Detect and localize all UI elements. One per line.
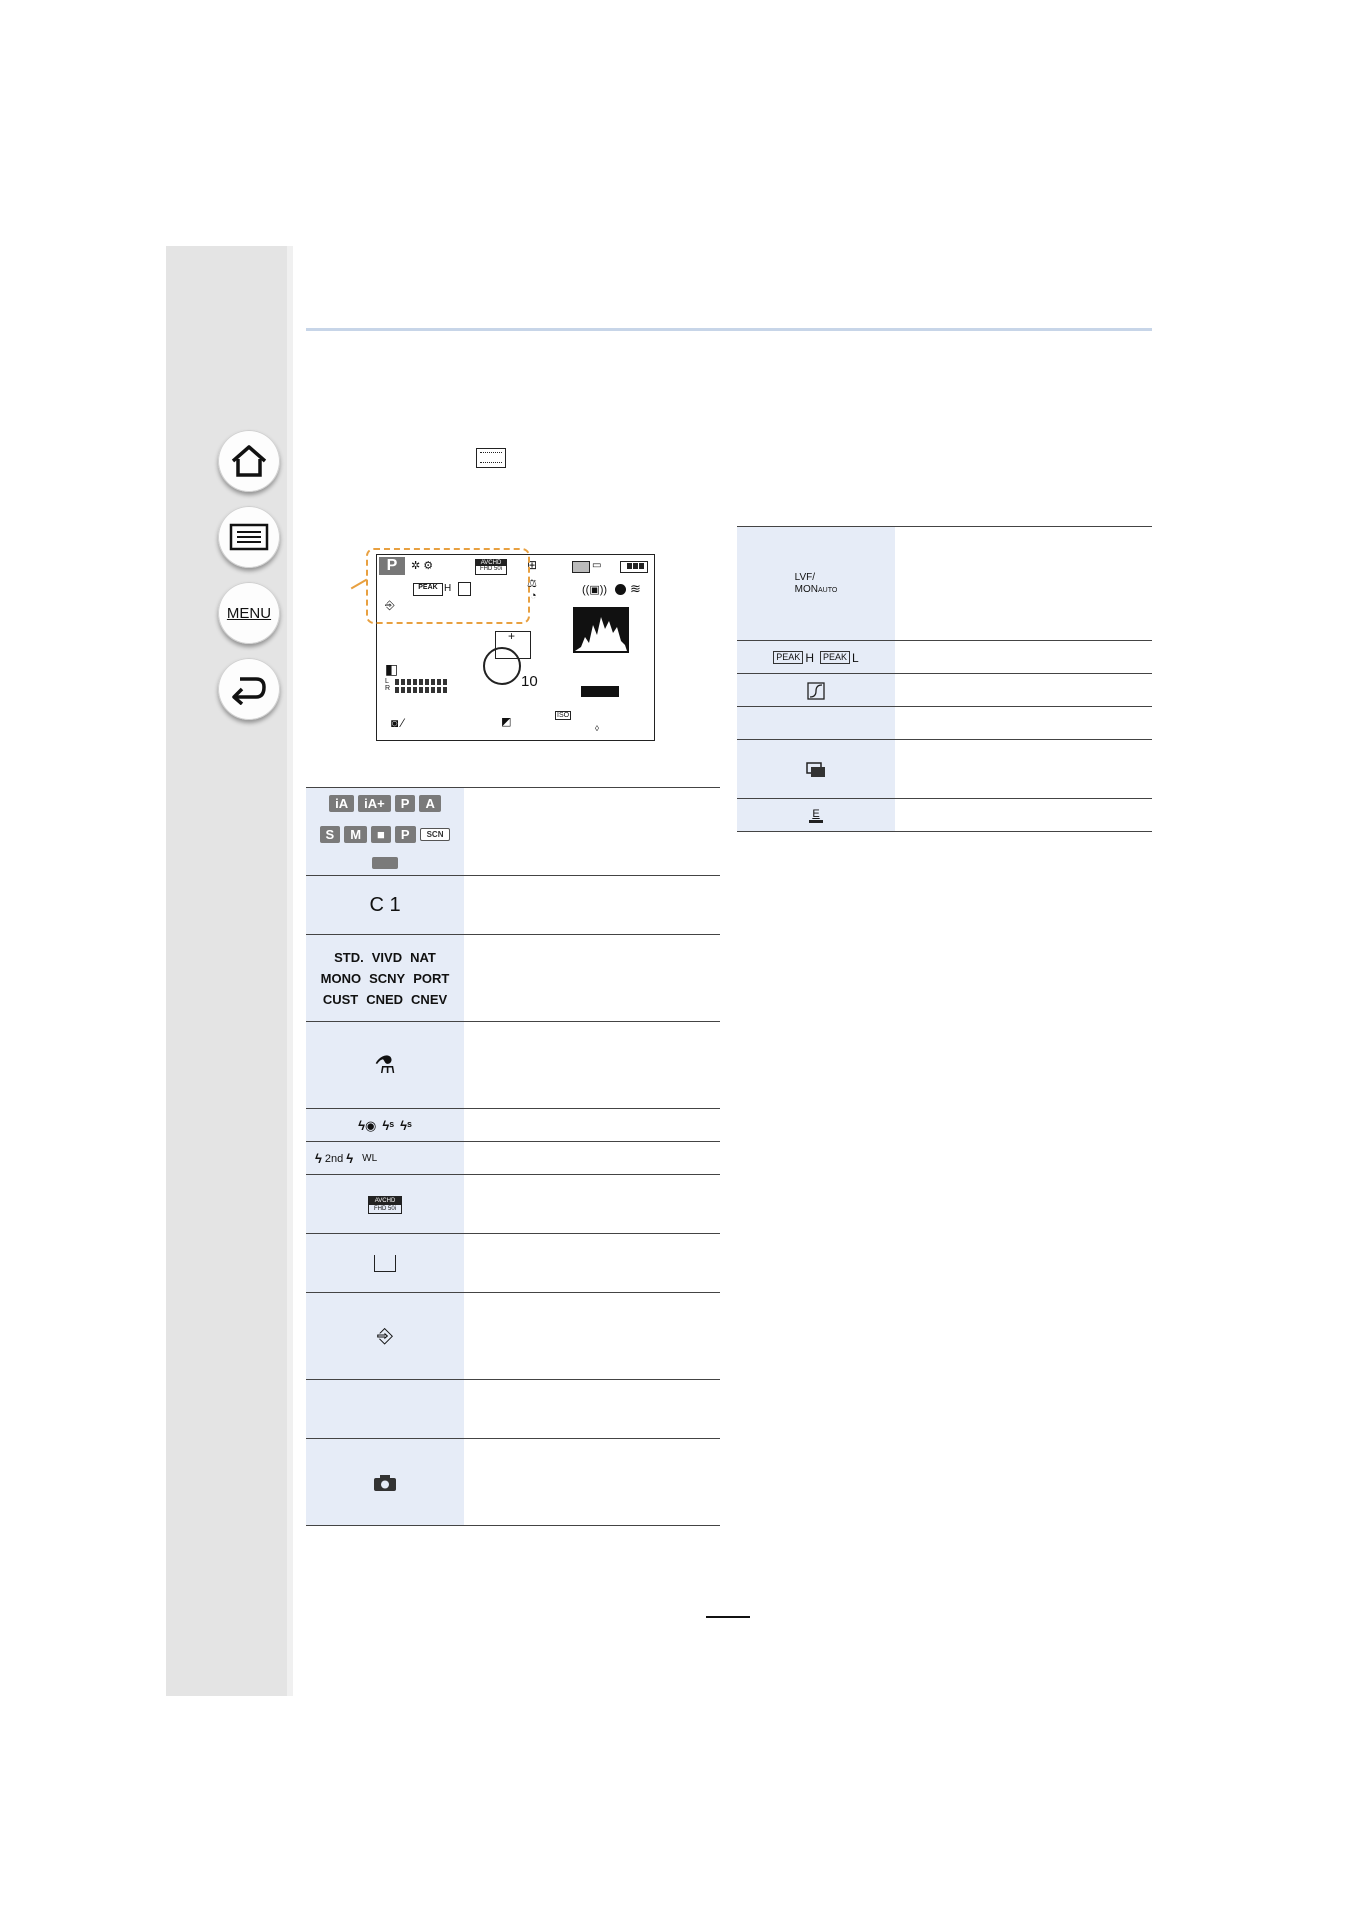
monitor-display-icon [476,448,506,468]
creative-control-icon: ⚗ [306,1022,464,1109]
avchd-badge-top: AVCHD [369,1197,401,1205]
table-row [306,1141,720,1175]
wifi-icon: ≋ [630,581,641,596]
level-icon: ⚖ [527,578,537,590]
custom-mode-icon [306,876,464,935]
record-icon [615,584,626,595]
table-row [306,875,720,935]
highlight-callout [366,548,530,624]
mode-a: A [419,795,440,812]
electronic-shutter-icon [737,799,895,832]
shake-icon: ((▣)) [582,584,608,596]
quality-icon: ⊞ [527,558,538,572]
peaking-icon: PEAK [413,583,443,596]
flash-wl-label: WL [362,1153,378,1164]
return-icon [230,673,268,705]
table-row [306,1174,720,1234]
photo-style-icons [306,935,464,1022]
table-row [737,739,1152,799]
contents-button[interactable] [218,506,280,568]
recording-format-icon [306,1175,464,1234]
eclipse-icon: ◔ [530,590,537,602]
peak-l-box: PEAK [820,651,850,664]
aspect-value: 10 [521,673,538,690]
photo-style-icon: ◙ ⁄ [391,716,404,730]
battery-icon [620,561,648,573]
flash-2nd-label: 2nd [324,1152,344,1165]
exposure-comp-icon: ◩ [501,716,512,728]
af-area: + [495,631,531,659]
mode-ia: iA [329,795,354,812]
drive-icon [572,561,590,573]
table-row [306,787,720,876]
style-cned: CNED [366,992,404,1007]
mode-m: M [344,826,367,843]
mode-scn: SCN [420,828,451,841]
self-timer-icon [483,647,521,685]
custom-mode-label: C 1 [369,894,401,916]
table-row [306,1233,720,1293]
style-icon: ✲ ⚙ [411,560,434,572]
callout-pointer [351,579,368,590]
mode-p: P [395,795,416,812]
list-icon [229,523,269,551]
lvf-label: LVF/ [794,571,816,583]
mode-icons [306,788,464,876]
peak-h-label: H [805,650,814,665]
mode-movie-icon: ■ [371,826,391,843]
table-row [306,1379,720,1439]
table-bottom-rule [737,831,1152,832]
header-rule [306,328,1152,331]
curve-icon [737,674,895,707]
audio-meter: L R [385,678,449,694]
table-row [306,934,720,1022]
style-scny: SCNY [369,971,406,986]
style-std: STD. [334,950,364,965]
card-input-icon: ⎆ [306,1293,464,1380]
stabilizer-icon: ▭ [592,560,602,571]
e-letter: E [812,807,820,820]
mon-label: MON [794,583,818,595]
style-cnev: CNEV [411,992,448,1007]
table-row [306,1292,720,1380]
table-row [737,798,1152,832]
mic-icon: ◧ [385,661,399,677]
flash-sync-icon: ϟ 2nd ϟ WL [306,1142,464,1175]
page-number-rule [706,1616,750,1618]
mode-ia-plus: iA+ [358,795,391,812]
camera-icon [306,1439,464,1526]
table-row [306,1021,720,1109]
table-bottom-rule [306,1525,720,1526]
home-icon [230,444,268,478]
avchd-badge-bottom: FHD 50i [373,1205,396,1212]
flash-redeye-slow-icon: ϟ◉ ϟˢ ϟˢ [306,1109,464,1142]
frame-icon [306,1234,464,1293]
back-button[interactable] [218,658,280,720]
peaking-icons [737,641,895,674]
style-port: PORT [413,971,450,986]
style-cust: CUST [322,992,359,1007]
lvf-mon-icon [737,527,895,641]
sidebar-edge [287,246,293,1696]
ev-mark: ◊ [595,724,599,733]
table-row [737,673,1152,707]
peak-l-label: L [852,650,859,665]
table-row [737,526,1152,641]
blank-icon [737,707,895,740]
table-row [737,640,1152,674]
table-row [306,1108,720,1142]
home-button[interactable] [218,430,280,492]
avchd-icon: AVCHD FHD 50i [475,559,507,575]
menu-label: MENU [226,604,272,622]
iso-icon: ISO [557,712,570,719]
mode-blank [372,857,398,869]
blank-icon [306,1380,464,1439]
peaking-level: H [444,583,452,594]
style-mono: MONO [320,971,362,986]
table-row [737,706,1152,740]
table-row [306,1438,720,1526]
histogram [573,607,629,653]
mode-movie-p: P [395,826,416,843]
menu-button[interactable] [218,582,280,644]
style-nat: NAT [410,950,436,965]
mon-auto-label: AUTO [818,586,838,594]
peak-h-box: PEAK [773,651,803,664]
mode-indicator: P [379,557,405,575]
card-input-icon: ⎆ [385,598,395,612]
style-vivd: VIVD [371,950,403,965]
exposure-icon [581,686,619,697]
stack-icon [737,740,895,799]
mode-s: S [320,826,341,843]
